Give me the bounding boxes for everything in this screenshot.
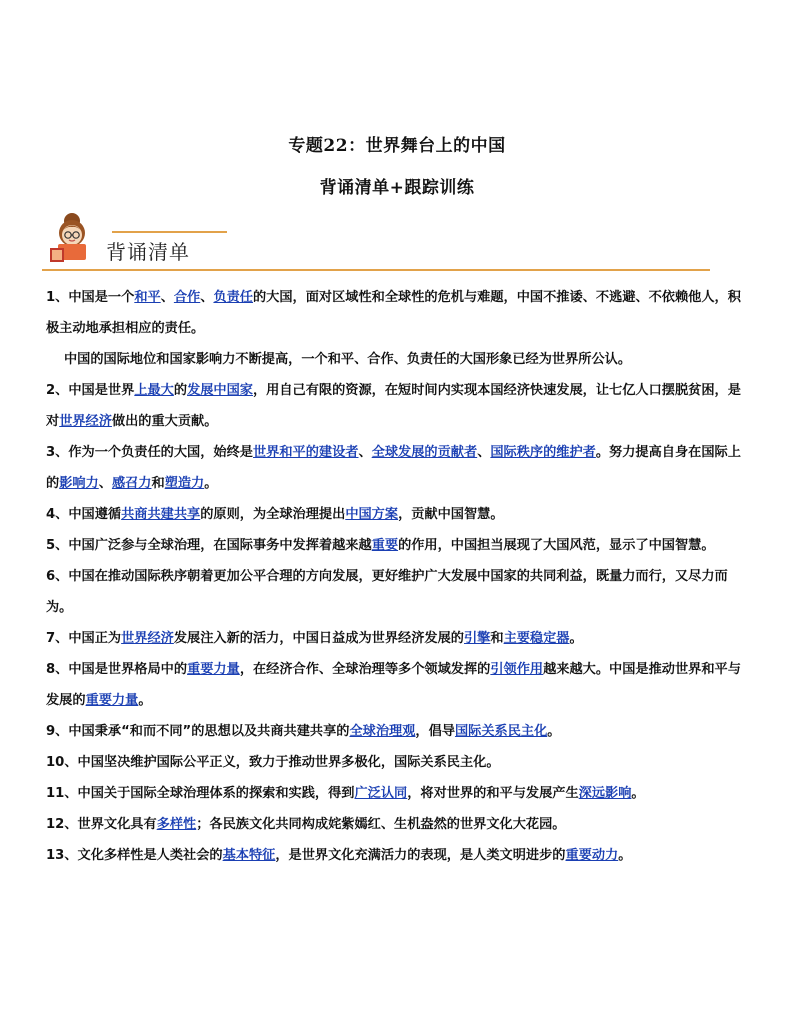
list-item: [46, 561, 750, 623]
section-header: [42, 206, 712, 276]
item-text: 、: [98, 476, 112, 491]
item-text: 和: [151, 476, 165, 491]
item-text: 、: [160, 290, 174, 305]
item-text: 2、中国是世界: [46, 383, 135, 398]
item-text: 、: [200, 290, 214, 305]
keyword: 影响力: [59, 476, 99, 491]
header-accent-line: [112, 231, 227, 233]
item-text: 的原则，为全球治理提出: [200, 507, 346, 522]
item-text: ，是世界文化充满活力的表现，是人类文明进步的: [275, 848, 566, 863]
item-text: 越来越大。中国是推动世界和平与发展的: [46, 662, 741, 708]
keyword: 深远影响: [578, 786, 632, 801]
item-text: 的作用，中国担当展现了大国风范，显示了中国智慧。: [398, 538, 715, 553]
item-text: 。努力提高自身在国际上的: [46, 445, 741, 491]
list-item: [46, 437, 750, 499]
item-text: 3、作为一个负责任的大国，始终是: [46, 445, 253, 460]
item-text: 1、中国是一个: [46, 290, 135, 305]
keyword: 全球治理观: [349, 724, 416, 739]
item-text: 6、中国在推动国际秩序朝着更加公平合理的方向发展，更好维护广大发展中国家的共同利益，既量力而行，又尽力而为。: [46, 569, 728, 615]
item-text: 。: [631, 786, 645, 801]
keyword: 共商共建共享: [121, 507, 201, 522]
item-text: ；各民族文化共同构成姹紫嫣红、生机盎然的世界文化大花园。: [196, 817, 566, 832]
item-text: 。: [138, 693, 152, 708]
header-divider: [42, 269, 710, 271]
keyword: 重要动力: [565, 848, 619, 863]
keyword: 广泛认同: [354, 786, 408, 801]
item-text: ，贡献中国智慧。: [398, 507, 504, 522]
item-text: 12、世界文化具有: [46, 817, 157, 832]
item-text: 。: [569, 631, 583, 646]
item-text: 、: [477, 445, 491, 460]
item-text: ，将对世界的和平与发展产生: [407, 786, 579, 801]
list-item: [46, 344, 750, 375]
keyword: 负责任: [213, 290, 253, 305]
item-text: ，用自己有限的资源，在短时间内实现本国经济快速发展，让七亿人口摆脱贫困，是对: [46, 383, 741, 429]
keyword: 引擎: [464, 631, 491, 646]
recitation-list: [46, 282, 750, 871]
list-item: [46, 282, 750, 344]
keyword: 全球发展的贡献者: [371, 445, 478, 460]
item-text: 11、中国关于国际全球治理体系的探索和实践，得到: [46, 786, 355, 801]
item-text: 4、中国遵循: [46, 507, 122, 522]
item-text: 做出的重大贡献。: [111, 414, 218, 429]
item-text: ，在经济合作、全球治理等多个领域发挥的: [239, 662, 491, 677]
keyword: 世界经济: [59, 414, 112, 429]
keyword: 感召力: [111, 476, 152, 491]
keyword: 中国方案: [345, 507, 399, 522]
keyword: 国际关系民主化: [454, 724, 548, 739]
section-title: 背诵清单: [106, 240, 190, 264]
list-item: [46, 716, 750, 747]
keyword: 世界和平的建设者: [253, 445, 359, 460]
keyword: 塑造力: [164, 476, 205, 491]
keyword: 引领作用: [490, 662, 544, 677]
keyword: 和平: [134, 290, 161, 305]
item-text: 9、中国秉承“和而不同”的思想以及共商共建共享的: [46, 724, 350, 739]
reading-girl-icon: [42, 206, 102, 266]
item-text: 和: [490, 631, 504, 646]
item-text: 。: [204, 476, 218, 491]
list-item: [46, 654, 750, 716]
item-text: 13、文化多样性是人类社会的: [46, 848, 223, 863]
page-subtitle: 背诵清单+跟踪训练: [319, 178, 475, 198]
item-text: 8、中国是世界格局中的: [46, 662, 188, 677]
list-item: [46, 747, 750, 778]
list-item: [46, 530, 750, 561]
item-text: 7、中国正为: [46, 631, 122, 646]
item-text: 、: [358, 445, 372, 460]
keyword: 重要力量: [85, 693, 139, 708]
list-item: [46, 499, 750, 530]
page-title: 专题22：世界舞台上的中国: [288, 136, 506, 156]
item-text: 发展注入新的活力，中国日益成为世界经济发展的: [173, 631, 464, 646]
item-text: 5、中国广泛参与全球治理，在国际事务中发挥着越来越: [46, 538, 372, 553]
keyword: 基本特征: [222, 848, 276, 863]
item-text: ，倡导: [415, 724, 455, 739]
item-text: 中国的国际地位和国家影响力不断提高，一个和平、合作、负责任的大国形象已经为世界所公认。: [64, 352, 632, 367]
item-text: 。: [547, 724, 561, 739]
keyword: 重要力量: [187, 662, 240, 677]
keyword: 合作: [173, 290, 201, 305]
list-item: [46, 809, 750, 840]
item-text: 的大国，面对区域性和全球性的危机与难题，中国不推诿、不逃避、不依赖他人，积极主动地承担相应的责任。: [46, 290, 741, 336]
list-item: [46, 840, 750, 871]
keyword: 发展中国家: [187, 383, 253, 398]
list-item: [46, 623, 750, 654]
keyword: 主要稳定器: [503, 631, 570, 646]
keyword: 上最大: [134, 383, 174, 398]
item-text: 。: [618, 848, 632, 863]
keyword: 国际秩序的维护者: [490, 445, 596, 460]
keyword: 重要: [371, 538, 399, 553]
keyword: 世界经济: [121, 631, 174, 646]
keyword: 多样性: [156, 817, 197, 832]
item-text: 的: [173, 383, 188, 398]
list-item: [46, 778, 750, 809]
item-text: 10、中国坚决维护国际公平正义，致力于推动世界多极化，国际关系民主化。: [46, 755, 500, 770]
list-item: [46, 375, 750, 437]
